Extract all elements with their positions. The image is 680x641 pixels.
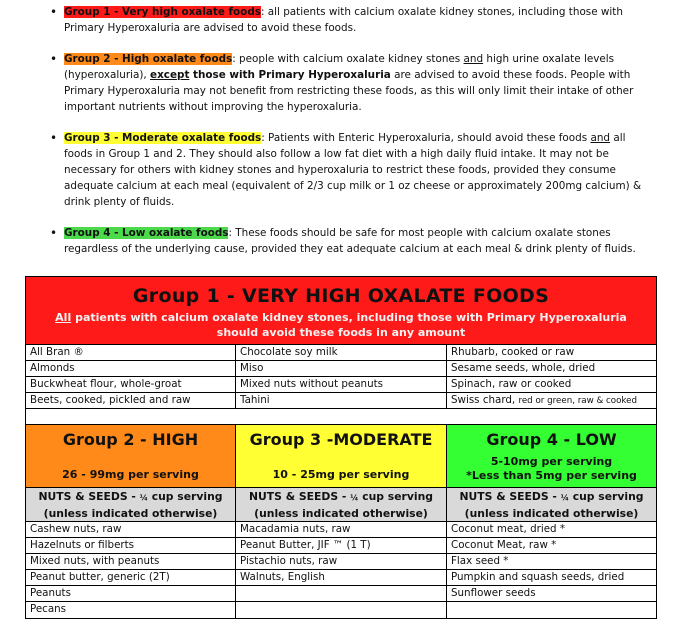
swiss-chard-note: red or green, raw & cooked [518, 396, 638, 406]
table-cell: Cashew nuts, raw [26, 522, 236, 537]
group-3-text-1: : Patients with Enteric Hyperoxaluria, should avoid these foods [261, 132, 591, 144]
group-2-text-1: : people with calcium oxalate kidney stones [232, 53, 464, 65]
table-cell: Sesame seeds, whole, dried [451, 362, 596, 374]
category-label: NUTS & SEEDS - [459, 490, 561, 503]
table-cell: Almonds [26, 361, 236, 376]
table-cell: Macadamia nuts, raw [236, 522, 447, 537]
group-2-label: Group 2 - High oxalate foods [64, 53, 233, 65]
group-3-and: and [590, 132, 611, 144]
category-header [26, 488, 236, 521]
group-1-subtitle-all: All [55, 311, 72, 324]
category-note: (unless indicated otherwise) [464, 507, 639, 520]
bullet-list [50, 4, 650, 272]
table-cell: Sunflower seeds [451, 587, 536, 599]
bullet-group-1 [50, 4, 650, 36]
category-unit: cup serving [568, 490, 644, 503]
category-label: NUTS & SEEDS - [249, 490, 351, 503]
group-headers [26, 425, 656, 488]
group-3-text-2: all foods in Group 1 and 2. They should also follow a low fat diet with a high daily fluid intake. It may not be necessary for others with kidney stones and hyperoxaluria to restrict these foods, provided they consume adequate calcium at each meal (equivalent of 2/3 cup milk or 1 oz cheese or approximately 200mg calcium) & drink plenty of fluids. [64, 132, 642, 208]
group-3-title: Group 3 -MODERATE [249, 430, 433, 449]
table-cell: Chocolate soy milk [236, 345, 447, 360]
table-cell [236, 602, 447, 618]
group-2-header [26, 425, 236, 487]
table-row [26, 602, 656, 618]
group-4-label: Group 4 - Low oxalate foods [64, 227, 229, 239]
table-cell: Flax seed * [451, 555, 509, 567]
category-fraction: ¼ [350, 493, 359, 502]
table-cell: All Bran ® [26, 345, 236, 360]
table-row [26, 393, 656, 409]
table-cell: Beets, cooked, pickled and raw [26, 393, 236, 408]
group-1-title: Group 1 - VERY HIGH OXALATE FOODS [132, 285, 550, 307]
table-cell: Peanut butter, generic (2T) [26, 570, 236, 585]
group-2-and: and [463, 53, 484, 65]
table-cell: Peanuts [26, 586, 236, 601]
table-cell: Pumpkin and squash seeds, dried [451, 571, 625, 583]
group-4-header [447, 425, 656, 487]
table-cell: Mixed nuts without peanuts [236, 377, 447, 392]
category-note: (unless indicated otherwise) [43, 507, 218, 520]
category-label: NUTS & SEEDS - [38, 490, 140, 503]
bullet-dot-icon: • [50, 131, 58, 145]
category-unit: cup serving [147, 490, 223, 503]
table-row [26, 570, 656, 586]
category-fraction: ¼ [139, 493, 148, 502]
table-row [26, 538, 656, 554]
table-cell: Coconut Meat, raw * [451, 539, 557, 551]
category-row [26, 488, 656, 522]
category-unit: cup serving [358, 490, 433, 503]
table-cell: Spinach, raw or cooked [451, 378, 572, 390]
table-cell: Pecans [26, 602, 236, 618]
table-cell: Mixed nuts, with peanuts [26, 554, 236, 569]
bullet-dot-icon: • [50, 226, 58, 240]
table-cell: Miso [236, 361, 447, 376]
table-cell: Peanut Butter, JIF ™ (1 T) [236, 538, 447, 553]
group-3-header [236, 425, 447, 487]
table-cell [236, 586, 447, 601]
group-2-text-2: high urine oxalate levels (hyperoxaluria), [64, 53, 615, 81]
table-row [26, 361, 656, 377]
table-cell [447, 602, 656, 618]
table-cell: Coconut meat, dried * [451, 523, 565, 535]
group-1-subtitle-rest: patients with calcium oxalate kidney stones, including those with Primary Hyperoxaluria should avoid these foods in any amount [71, 311, 627, 339]
group-1-subtitle [26, 307, 656, 340]
group-1-description: : all patients with calcium oxalate kidney stones, including those with Primary Hyperoxaluria are advised to avoid these foods. [64, 6, 623, 34]
bullet-dot-icon: • [50, 5, 58, 19]
bullet-dot-icon: • [50, 52, 58, 66]
bullet-group-3 [50, 130, 650, 210]
table-row [26, 522, 656, 538]
group-2-text-4: are advised to avoid these foods. People with Primary Hyperoxaluria may not benefit from restricting these foods, as this will only limit their intake of other important nutrients without improving the hyperoxaluria. [64, 69, 634, 113]
oxalate-food-table [25, 276, 657, 619]
group-4-description: : These foods should be safe for most people with calcium oxalate stones regardless of the underlying cause, provided they eat adequate calcium at each meal & drink plenty of fluids. [64, 227, 636, 255]
group-4-range: 5-10mg per serving [490, 455, 613, 468]
swiss-chard-label: Swiss chard, [451, 394, 519, 406]
bullet-group-4 [50, 225, 650, 257]
table-cell: Tahini [236, 393, 447, 408]
table-cell: Hazelnuts or filberts [26, 538, 236, 553]
group-4-range-note: *Less than 5mg per serving [466, 469, 637, 482]
group-3-label: Group 3 - Moderate oxalate foods [64, 132, 262, 144]
group-2-except: except [150, 69, 190, 81]
table-row [26, 586, 656, 602]
group-3-range: 10 - 25mg per serving [272, 468, 410, 481]
bullet-group-2 [50, 51, 650, 115]
table-cell: Rhubarb, cooked or raw [451, 346, 575, 358]
category-header [236, 488, 447, 521]
table-cell [447, 393, 656, 408]
group-1-label: Group 1 - Very high oxalate foods [64, 6, 261, 18]
category-note: (unless indicated otherwise) [254, 507, 428, 520]
table-cell: Pistachio nuts, raw [236, 554, 447, 569]
group-1-header [26, 277, 656, 345]
category-fraction: ¼ [560, 493, 569, 502]
table-row [26, 345, 656, 361]
group-2-text-3: those with Primary Hyperoxaluria [189, 69, 391, 81]
category-header [447, 488, 656, 521]
group-2-title: Group 2 - HIGH [62, 430, 199, 449]
table-row [26, 554, 656, 570]
table-row [26, 377, 656, 393]
table-spacer [26, 409, 656, 425]
table-cell: Walnuts, English [236, 570, 447, 585]
table-cell: Buckwheat flour, whole-groat [26, 377, 236, 392]
group-2-range: 26 - 99mg per serving [62, 468, 199, 481]
group-4-title: Group 4 - LOW [486, 430, 617, 449]
